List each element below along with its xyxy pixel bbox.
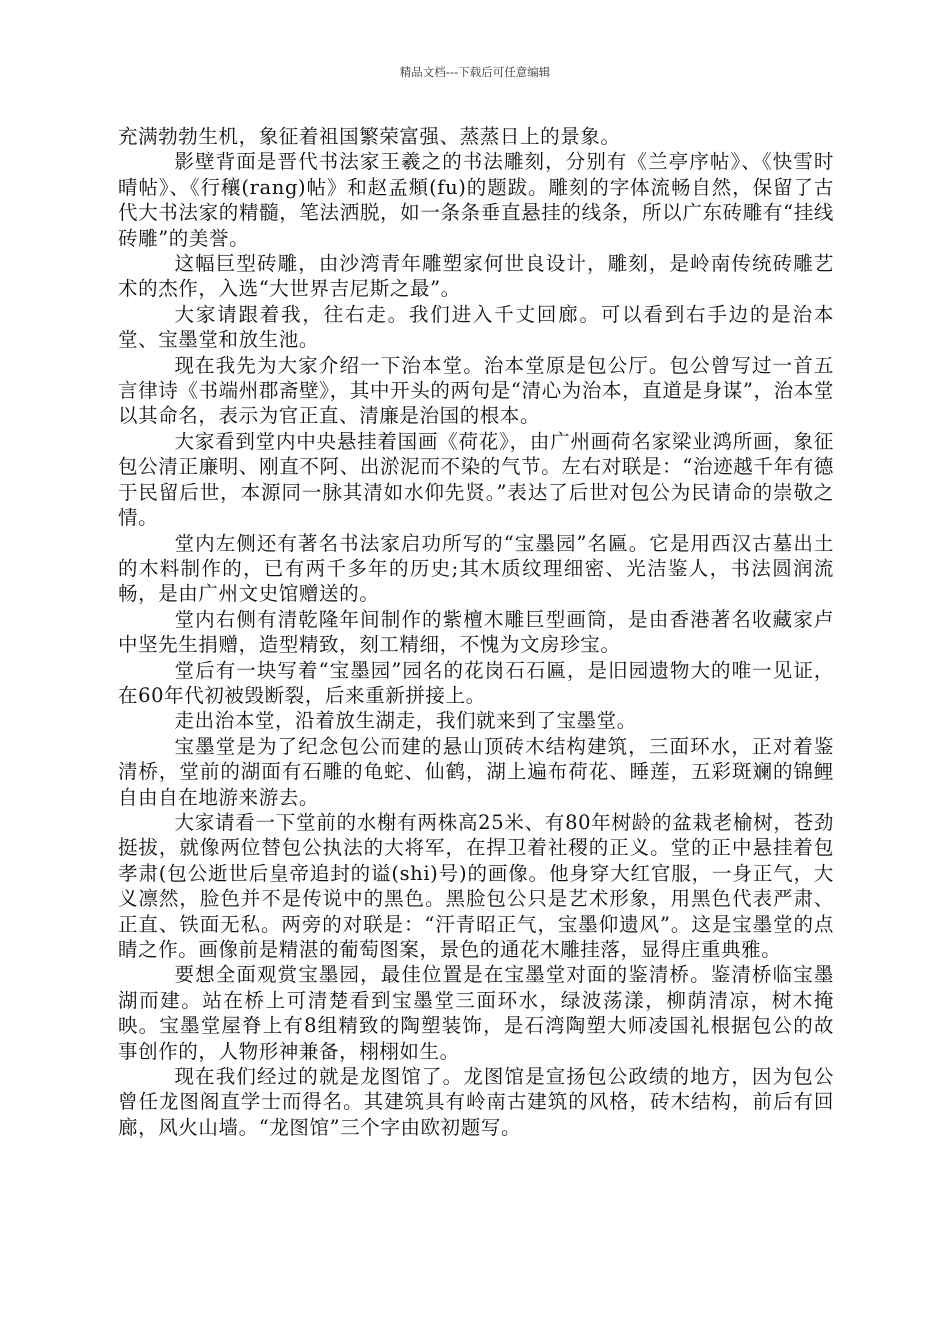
paragraph: 充满勃勃生机，象征着祖国繁荣富强、蒸蒸日上的景象。 [118,125,621,148]
paragraph: 大家请看一下堂前的水榭有两株高25米、有80年树龄的盆栽老榆树，苍劲挺拔，就像两位替包公执法的大将军，在捍卫着社稷的正义。堂的正中悬挂着包孝肃(包公逝世后皇帝追封的谥(shi)号)的画像。他身穿大红官服，一身正气，大义凛然，脸色并不是传说中的黑色。黑脸包公只是艺术形象，用黑色代表严肃、正直、铁面无私。两旁的对联是：“汗青昭正气，宝墨仰遗风”。这是宝墨堂的点睛之作。画像前是精湛的葡萄图案，景色的通花木雕挂落，显得庄重典雅。 [118,810,834,961]
paragraph: 宝墨堂是为了纪念包公而建的悬山顶砖木结构建筑，三面环水，正对着鉴清桥，堂前的湖面有石雕的龟蛇、仙鹤，湖上遍布荷花、睡莲，五彩斑斓的锦鲤自由自在地游来游去。 [118,734,834,809]
paragraph: 大家看到堂内中央悬挂着国画《荷花》，由广州画荷名家梁业鸿所画，象征包公清正廉明、刚直不阿、出淤泥而不染的气节。左右对联是：“治迹越千年有德于民留后世，本源同一脉其清如水仰先贤。”表达了后世对包公为民请命的崇敬之情。 [118,429,834,530]
paragraph: 这幅巨型砖雕，由沙湾青年雕塑家何世良设计，雕刻，是岭南传统砖雕艺术的杰作，入选“大世界吉尼斯之最”。 [118,252,834,301]
document-body [118,124,834,1140]
paragraph: 走出治本堂，沿着放生湖走，我们就来到了宝墨堂。 [174,709,637,733]
paragraph: 影壁背面是晋代书法家王羲之的书法雕刻，分别有《兰亭序帖》、《快雪时晴帖》、《行穰(rang)帖》和赵孟頫(fu)的题跋。雕刻的字体流畅自然，保留了古代大书法家的精髓，笔法洒脱，如一条条垂直悬挂的线条，所以广东砖雕有“挂线砖雕”的美誉。 [118,150,834,250]
paragraph: 现在我先为大家介绍一下治本堂。治本堂原是包公厅。包公曾写过一首五言律诗《书端州郡斋壁》，其中开头的两句是“清心为治本，直道是身谋”，治本堂以其命名，表示为官正直、清廉是治国的根本。 [118,353,834,428]
paragraph: 堂内右侧有清乾隆年间制作的紫檀木雕巨型画筒，是由香港著名收藏家卢中坚先生捐赠，造型精致，刻工精细，不愧为文房珍宝。 [118,607,834,657]
paragraph: 堂后有一块写着“宝墨园”园名的花岗石石匾，是旧园遗物大的唯一见证，在60年代初被毁断裂，后来重新拼接上。 [118,658,834,707]
paragraph: 现在我们经过的就是龙图馆了。龙图馆是宣扬包公政绩的地方，因为包公曾任龙图阁直学士而得名。其建筑具有岭南古建筑的风格，砖木结构，前后有回廊，风火山墙。“龙图馆”三个字由欧初题写。 [118,1065,834,1139]
paragraph: 要想全面观赏宝墨园，最佳位置是在宝墨堂对面的鉴清桥。鉴清桥临宝墨湖而建。站在桥上可清楚看到宝墨堂三面环水，绿波荡漾，柳荫清凉，树木掩映。宝墨堂屋脊上有8组精致的陶塑装饰，是石湾陶塑大师凌国礼根据包公的故事创作的，人物形神兼备，栩栩如生。 [118,963,834,1063]
page-header: 精品文档---下载后可任意编辑 [399,65,551,79]
paragraph: 堂内左侧还有著名书法家启功所写的“宝墨园”名匾。它是用西汉古墓出土的木料制作的，已有两千多年的历史;其木质纹理细密、光洁鉴人，书法圆润流畅，是由广州文史馆赠送的。 [118,531,834,606]
paragraph: 大家请跟着我，往右走。我们进入千丈回廊。可以看到右手边的是治本堂、宝墨堂和放生池。 [118,302,834,352]
